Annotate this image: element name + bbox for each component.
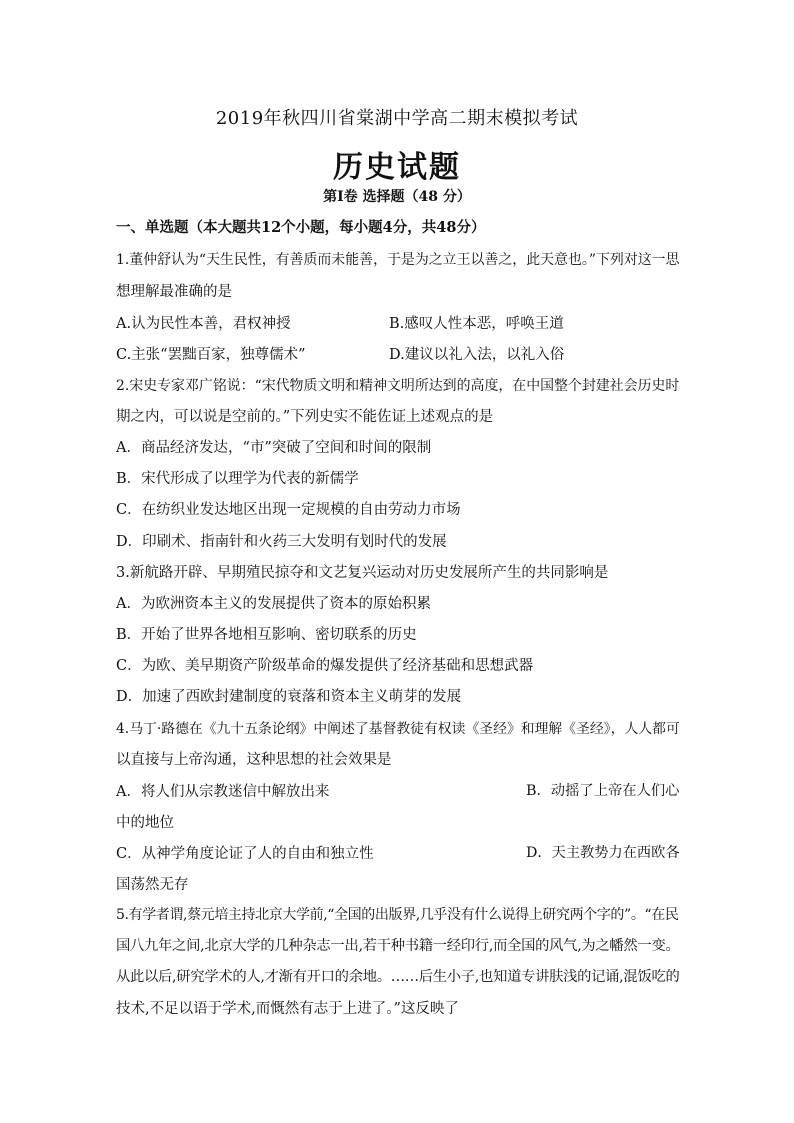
q4-option-d-cont: 国荡然无存 bbox=[116, 877, 189, 893]
q4-option-d: D．天主教势力在西欧各 bbox=[526, 845, 680, 861]
q1-option-d: D.建议以礼入法，以礼入俗 bbox=[389, 347, 565, 363]
section-heading: 一、单选题（本大题共12个小题，每小题4分，共48分） bbox=[116, 219, 486, 236]
q4-option-b: B．动摇了上帝在人们心 bbox=[526, 783, 680, 799]
q4-stem-line2: 以直接与上帝沟通，这种思想的社会效果是 bbox=[116, 752, 392, 768]
q3-stem: 3.新航路开辟、早期殖民掠夺和文艺复兴运动对历史发展所产生的共同影响是 bbox=[116, 565, 609, 581]
q3-option-a: A．为欧洲资本主义的发展提供了资本的原始积累 bbox=[116, 596, 431, 612]
q2-option-b: B．宋代形成了以理学为代表的新儒学 bbox=[116, 471, 359, 487]
q2-stem-line2: 期之内，可以说是空前的。”下列史实不能佐证上述观点的是 bbox=[116, 409, 494, 425]
q4-stem-line1: 4.马丁·路德在《九十五条论纲》中阐述了基督教徒有权读《圣经》和理解《圣经》，人人都可 bbox=[116, 721, 680, 737]
q1-option-c: C.主张“罢黜百家，独尊儒术” bbox=[116, 347, 306, 363]
q5-line2: 国八九年之间,北京大学的几种杂志一出,若干种书籍一经印行,而全国的风气,为之幡然一变。 bbox=[116, 938, 680, 954]
q3-option-d: D．加速了西欧封建制度的衰落和资本主义萌芽的发展 bbox=[116, 689, 462, 705]
q3-option-c: C．为欧、美早期资产阶级革命的爆发提供了经济基础和思想武器 bbox=[116, 658, 534, 674]
q2-option-a: A．商品经济发达，“市”突破了空间和时间的限制 bbox=[116, 440, 432, 456]
part-heading: 第Ⅰ卷 选择题（48 分） bbox=[323, 189, 471, 205]
q1-option-a: A.认为民性本善，君权神授 bbox=[116, 316, 291, 332]
q5-line4: 技术,不足以语于学术,而慨然有志于上进了。”这反映了 bbox=[116, 1001, 459, 1017]
subject-title: 历史试题 bbox=[333, 150, 461, 185]
q3-option-b: B．开始了世界各地相互影响、密切联系的历史 bbox=[116, 627, 417, 643]
q4-option-c: C．从神学角度论证了人的自由和独立性 bbox=[116, 846, 374, 862]
q4-option-b-cont: 中的地位 bbox=[116, 815, 174, 831]
q2-stem-line1: 2.宋史专家邓广铭说：“宋代物质文明和精神文明所达到的高度，在中国整个封建社会历史时 bbox=[116, 378, 680, 394]
q1-stem-line2: 想理解最准确的是 bbox=[116, 284, 232, 300]
q1-stem-line1: 1.董仲舒认为“天生民性，有善质而未能善，于是为之立王以善之，此天意也。”下列对这一思 bbox=[116, 252, 680, 268]
q5-line1: 5.有学者谓,蔡元培主持北京大学前,“全国的出版界,几乎没有什么说得上研究两个字的”。“在民 bbox=[116, 907, 679, 923]
q2-option-d: D．印刷术、指南针和火药三大发明有划时代的发展 bbox=[116, 534, 447, 550]
q4-option-a: A．将人们从宗教迷信中解放出来 bbox=[116, 784, 330, 800]
q2-option-c: C．在纺织业发达地区出现一定规模的自由劳动力市场 bbox=[116, 502, 461, 518]
exam-title: 2019年秋四川省棠湖中学高二期末模拟考试 bbox=[215, 108, 579, 129]
q5-line3: 从此以后,研究学术的人,才渐有开口的余地。……后生小子,也知道专讲肤浅的记诵,混饭吃的 bbox=[116, 969, 680, 985]
q1-option-b: B.感叹人性本恶，呼唤王道 bbox=[389, 316, 564, 332]
